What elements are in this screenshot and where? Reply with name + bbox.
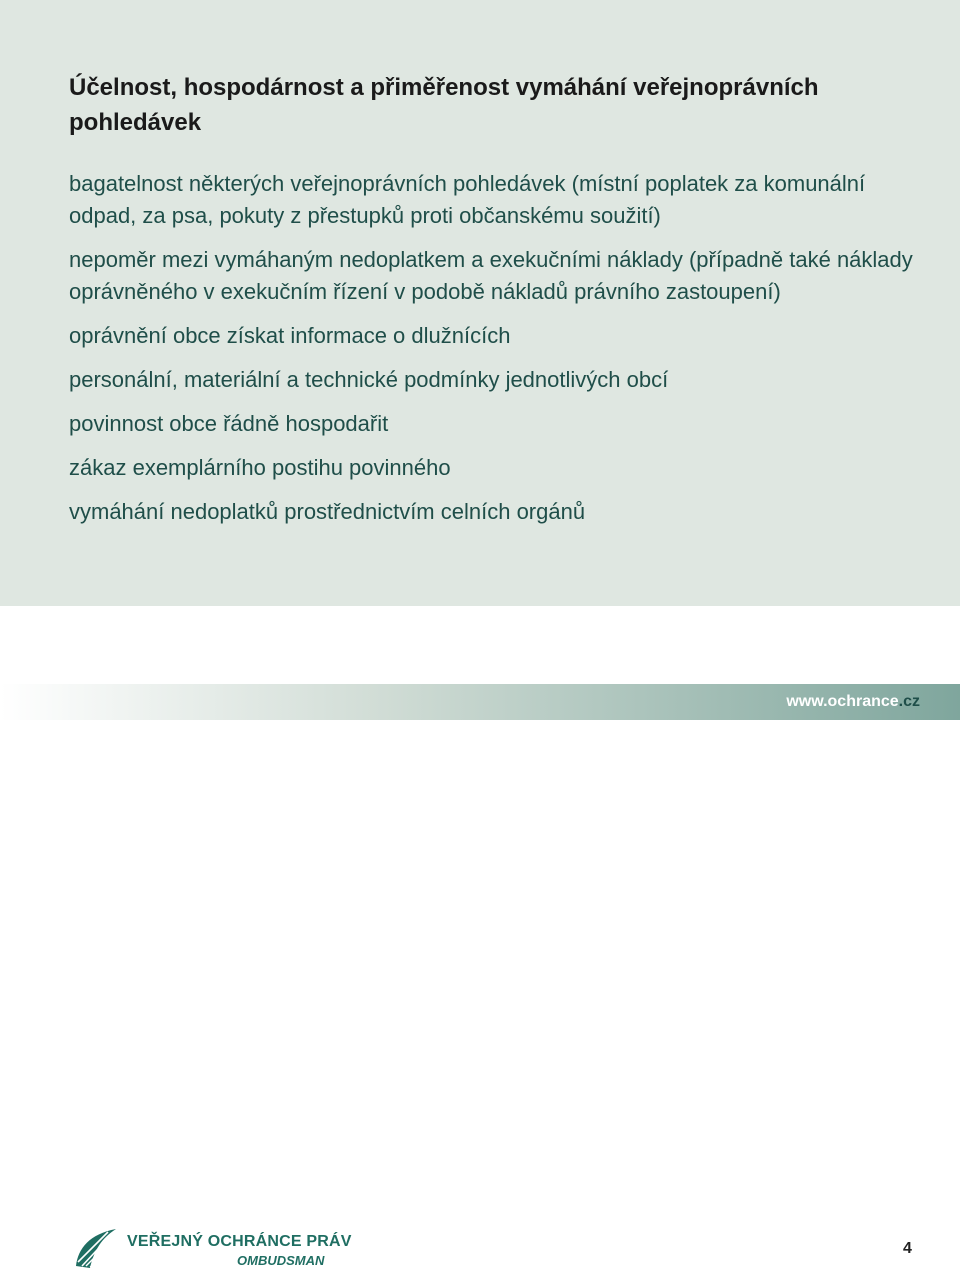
list-item: oprávnění obce získat informace o dlužnících [69,323,511,348]
list-item: personální, materiální a technické podmínky jednotlivých obcí [69,367,669,392]
bullet-list [69,168,929,540]
logo-text-secondary: OMBUDSMAN [237,1253,325,1268]
list-item: vymáhání nedoplatků prostřednictvím celních orgánů [69,499,586,524]
list-item: povinnost obce řádně hospodařit [69,411,389,436]
logo-text-primary: VEŘEJNÝ OCHRÁNCE PRÁV [127,1233,352,1250]
slide-title: Účelnost, hospodárnost a přiměřenost vymáhání veřejnoprávních pohledávek [69,74,819,136]
website-tld: .cz [898,693,920,710]
list-item: zákaz exemplárního postihu povinného [69,455,451,480]
website-main: www.ochrance [786,693,899,710]
ombudsman-logo-icon [72,1226,122,1271]
list-item: bagatelnost některých veřejnoprávních pohledávek (místní poplatek za komunální odpad, za psa, pokuty z přestupků proti občanskému soužití) [69,171,866,228]
website-link[interactable] [786,693,920,711]
list-item: nepoměr mezi vymáhaným nedoplatkem a exekučními náklady (případně také náklady oprávněného v exekučním řízení v podobě nákladů právního zastoupení) [69,247,913,304]
page-number: 4 [903,1240,912,1257]
slide-content [0,0,960,606]
